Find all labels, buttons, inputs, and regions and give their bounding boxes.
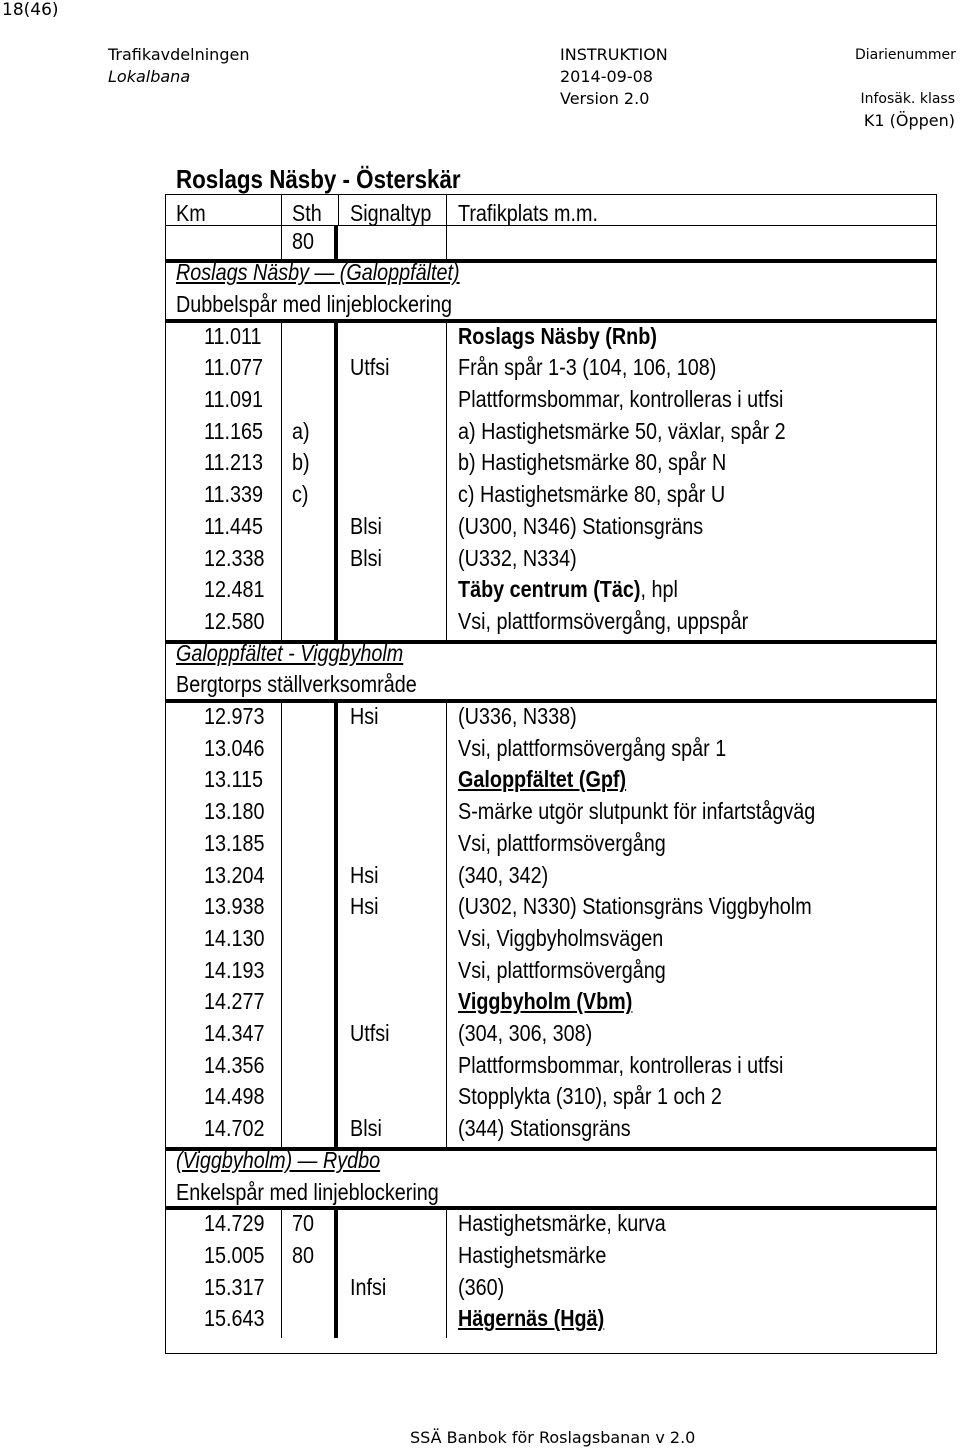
place-text: Vsi, plattformsövergång <box>458 829 666 856</box>
km-value: 14.498 <box>204 1083 265 1110</box>
place-text: Vsi, plattformsövergång, uppspår <box>458 607 749 634</box>
place-text: b) Hastighetsmärke 80, spår N <box>458 449 727 476</box>
place-name: Viggbyholm (Vbm) <box>458 988 633 1015</box>
place-text: (U332, N334) <box>458 544 577 571</box>
km-value: 11.091 <box>204 386 264 412</box>
footer: SSÄ Banbok för Roslagsbanan v 2.0 <box>410 1428 696 1447</box>
signal-type: Hsi <box>350 893 379 920</box>
km-value: 15.005 <box>204 1241 265 1268</box>
column-divider <box>281 700 282 1148</box>
header-unit: Lokalbana <box>108 67 191 86</box>
column-divider <box>446 320 447 641</box>
place-text: S-märke utgör slutpunkt för infartstågväg <box>458 798 816 825</box>
column-header-signal: Signaltyp <box>350 200 432 226</box>
km-value: 13.115 <box>204 766 264 793</box>
column-divider <box>334 320 338 641</box>
km-value: 11.077 <box>204 354 264 381</box>
header-org: Trafikavdelningen <box>108 45 250 64</box>
km-value: 14.130 <box>204 924 265 951</box>
column-divider <box>281 320 282 641</box>
speed-value: 80 <box>292 1241 315 1268</box>
place-text: Plattformsbommar, kontrolleras i utfsi <box>458 1051 784 1078</box>
column-divider <box>334 1207 338 1338</box>
km-value: 12.481 <box>204 576 265 603</box>
speed-value: 70 <box>292 1210 315 1237</box>
track-table <box>165 194 937 1354</box>
signal-type: Infsi <box>350 1273 387 1300</box>
km-value: 12.973 <box>204 703 265 729</box>
km-value: 14.356 <box>204 1051 265 1078</box>
column-divider-header <box>281 195 282 225</box>
place-text: Vsi, plattformsövergång spår 1 <box>458 734 727 761</box>
column-header-place: Trafikplats m.m. <box>458 200 598 226</box>
signal-type: Blsi <box>350 512 382 539</box>
signal-type: Blsi <box>350 1115 382 1142</box>
signal-type: Hsi <box>350 703 379 729</box>
header-center <box>560 44 668 110</box>
km-value: 13.046 <box>204 734 265 761</box>
column-header-sth: Sth <box>292 200 322 226</box>
km-value: 14.729 <box>204 1210 265 1237</box>
km-value: 13.180 <box>204 798 265 825</box>
place-text: Från spår 1-3 (104, 106, 108) <box>458 354 717 381</box>
km-value: 14.193 <box>204 956 265 983</box>
km-value: 14.347 <box>204 1020 265 1046</box>
km-value: 15.317 <box>204 1273 265 1300</box>
column-divider-header <box>338 195 339 225</box>
place-text: (340, 342) <box>458 861 549 888</box>
place-name: Galoppfältet (Gpf) <box>458 766 627 793</box>
place-name: Roslags Näsby (Rnb) <box>458 322 657 349</box>
place-text: Vsi, plattformsövergång <box>458 956 666 983</box>
speed-value: b) <box>292 449 310 476</box>
header-classification-label: Infosäk. klass <box>860 91 955 107</box>
section-label: Bergtorps ställverksområde <box>176 671 417 698</box>
km-value: 13.185 <box>204 829 265 856</box>
section-label: (Viggbyholm) — Rydbo <box>176 1146 381 1173</box>
place-text: Vsi, Viggbyholmsvägen <box>458 924 664 951</box>
place-suffix: , hpl <box>640 576 678 603</box>
place-text: c) Hastighetsmärke 80, spår U <box>458 481 726 508</box>
km-value: 11.339 <box>204 481 264 508</box>
place-text: (U300, N346) Stationsgräns <box>458 512 704 539</box>
header-right <box>855 44 955 132</box>
place-text: (304, 306, 308) <box>458 1020 593 1046</box>
header-classification-value: K1 (Öppen) <box>863 111 955 130</box>
section-label: Galoppfältet - Viggbyholm <box>176 639 404 666</box>
section-title: Roslags Näsby - Österskär <box>176 164 461 194</box>
place-text: a) Hastighetsmärke 50, växlar, spår 2 <box>458 417 786 444</box>
page-number: 18(46) <box>2 0 59 20</box>
signal-type: Blsi <box>350 544 382 571</box>
column-header-km: Km <box>176 200 206 226</box>
header-diary-label: Diarienummer <box>855 47 956 63</box>
km-value: 13.938 <box>204 893 265 920</box>
column-divider <box>446 1207 447 1338</box>
km-value: 14.702 <box>204 1115 265 1142</box>
place-text: (U302, N330) Stationsgräns Viggbyholm <box>458 893 812 920</box>
column-divider <box>281 225 282 261</box>
column-divider <box>281 1207 282 1338</box>
speed-value: a) <box>292 417 310 444</box>
km-value: 12.338 <box>204 544 265 571</box>
place-text: (344) Stationsgräns <box>458 1115 631 1142</box>
column-divider <box>334 225 338 261</box>
signal-type: Hsi <box>350 861 379 888</box>
km-value: 12.580 <box>204 607 265 634</box>
header-doc-type: INSTRUKTION <box>560 45 668 64</box>
column-divider <box>334 700 338 1148</box>
place-text: (U336, N338) <box>458 703 577 729</box>
km-value: 14.277 <box>204 988 265 1015</box>
speed-value: 80 <box>292 227 315 254</box>
header-left <box>108 44 249 88</box>
place-text: Stopplykta (310), spår 1 och 2 <box>458 1083 722 1110</box>
section-label: Roslags Näsby — (Galoppfältet) <box>176 259 460 286</box>
section-label: Enkelspår med linjeblockering <box>176 1178 439 1205</box>
place-text <box>458 575 678 603</box>
speed-value: c) <box>292 481 309 508</box>
column-divider-header <box>446 195 447 225</box>
place-name: Hägernäs (Hgä) <box>458 1305 605 1332</box>
place-name: Täby centrum (Täc) <box>458 576 641 603</box>
signal-type: Utfsi <box>350 354 390 381</box>
km-value: 13.204 <box>204 861 265 888</box>
km-value: 11.213 <box>204 449 264 476</box>
km-value: 11.011 <box>204 322 262 349</box>
place-text: (360) <box>458 1273 505 1300</box>
section-label: Dubbelspår med linjeblockering <box>176 290 452 317</box>
signal-type: Utfsi <box>350 1020 390 1046</box>
place-text: Hastighetsmärke, kurva <box>458 1210 666 1237</box>
place-text: Hastighetsmärke <box>458 1241 607 1268</box>
km-value: 11.445 <box>204 512 264 539</box>
header-date: 2014-09-08 <box>560 67 653 86</box>
column-divider <box>446 700 447 1148</box>
column-divider <box>446 225 447 261</box>
km-value: 11.165 <box>204 417 264 444</box>
place-text: Plattformsbommar, kontrolleras i utfsi <box>458 386 784 412</box>
km-value: 15.643 <box>204 1305 265 1332</box>
header-version: Version 2.0 <box>560 89 650 108</box>
